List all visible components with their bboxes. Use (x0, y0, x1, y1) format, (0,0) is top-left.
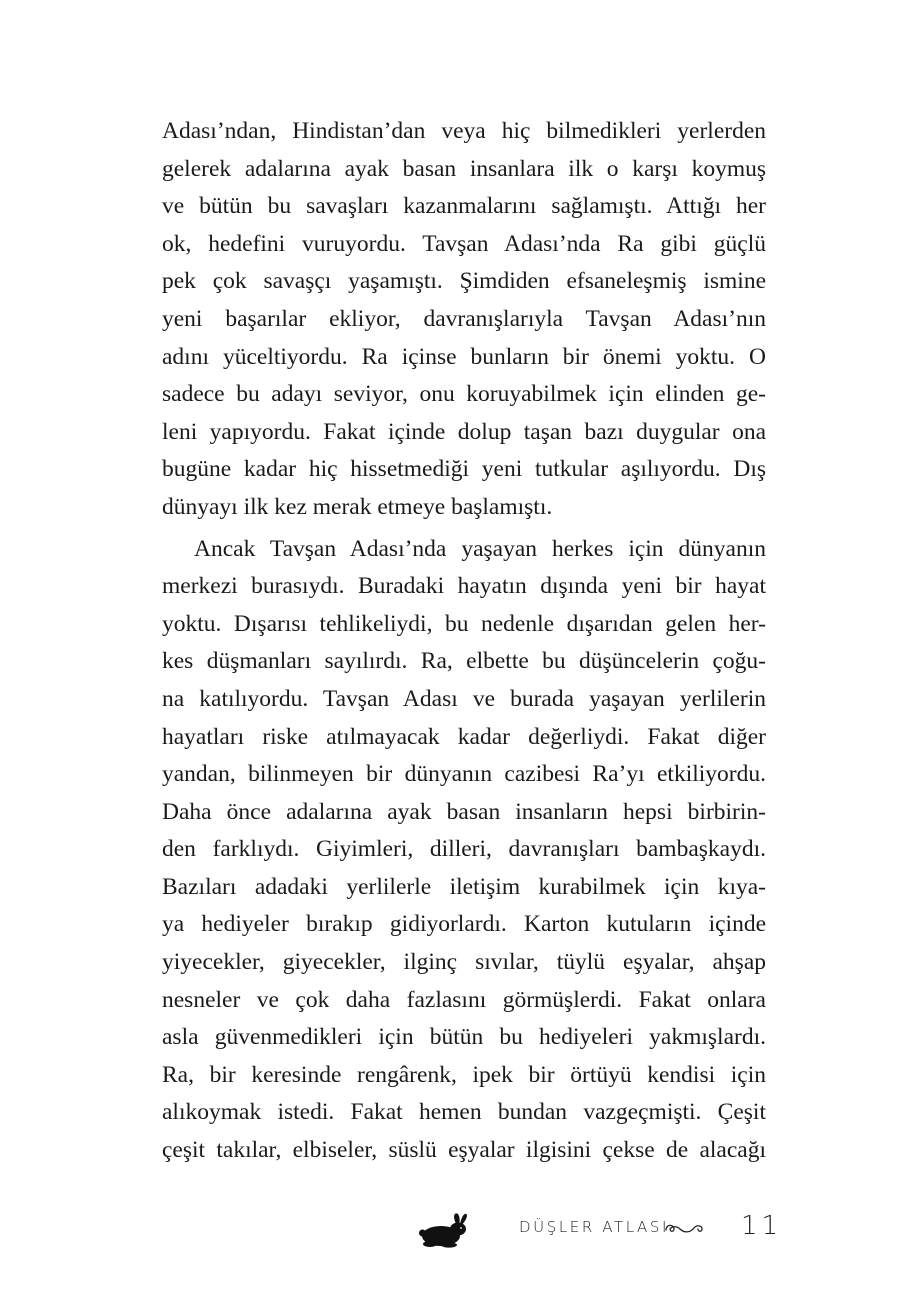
text-line: merkezi burasıydı. Buradaki hayatın dışında yeni bir hayat (162, 573, 766, 600)
text-line: na katılıyordu. Tavşan Adası ve burada yaşayan yerlilerin (162, 685, 766, 712)
paragraph-1 (162, 113, 766, 527)
text-line: gelerek adalarına ayak basan insanlara ilk o karşı koymuş (162, 155, 766, 182)
text-line: Ra, bir keresinde rengârenk, ipek bir örtüyü kendisi için (162, 1061, 766, 1088)
paragraph-2 (162, 531, 766, 1208)
text-line (162, 1170, 766, 1208)
text-line: kes düşmanları sayılırdı. Ra, elbette bu düşüncelerin çoğu- (162, 648, 766, 675)
text-line: ok, hedefini vuruyordu. Tavşan Adası’nda Ra gibi güçlü (162, 230, 766, 257)
text-line: asla güvenmedikleri için bütün bu hediyeleri yakmışlardı. (162, 1024, 766, 1051)
page-number: 11 (741, 1211, 783, 1241)
text-line: Daha önce adalarına ayak basan insanların hepsi birbirin- (162, 798, 766, 825)
text-line: ve bütün bu savaşları kazanmalarını sağlamıştı. Attığı her (162, 193, 766, 220)
rabbit-icon (419, 1211, 471, 1249)
swirl-ornament-icon (664, 1221, 704, 1235)
book-title: DÜŞLER ATLASI (519, 1218, 670, 1236)
text-line: yeni başarılar ekliyor, davranışlarıyla Tavşan Adası’nın (162, 305, 766, 332)
text-line: hayatları riske atılmayacak kadar değerliydi. Fakat diğer (162, 723, 766, 750)
text-line: den farklıydı. Giyimleri, dilleri, davranışları bambaşkaydı. (162, 836, 766, 863)
text-line: yandan, bilinmeyen bir dünyanın cazibesi Ra’yı etkiliyordu. (162, 761, 766, 788)
text-line: sadece bu adayı seviyor, onu koruyabilmek için elinden ge- (162, 381, 766, 408)
text-line: alıkoymak istedi. Fakat hemen bundan vazgeçmişti. Çeşit (162, 1099, 766, 1126)
text-line: leni yapıyordu. Fakat içinde dolup taşan bazı duygular ona (162, 418, 766, 445)
text-line: nesneler ve çok daha fazlasını görmüşlerdi. Fakat onlara (162, 986, 766, 1013)
text-line: yiyecekler, giyecekler, ilginç sıvılar, tüylü eşyalar, ahşap (162, 949, 766, 976)
page-body (162, 113, 766, 1207)
text-line: Adası’ndan, Hindistan’dan veya hiç bilmedikleri yerlerden (162, 118, 766, 144)
text-line: pek çok savaşçı yaşamıştı. Şimdiden efsaneleşmiş ismine (162, 268, 766, 295)
text-line: çeşit takılar, elbiseler, süslü eşyalar ilgisini çekse de alacağı (162, 1137, 766, 1164)
text-line: ya hediyeler bırakıp gidiyorlardı. Karton kutuların içinde (162, 911, 766, 938)
text-line: bugüne kadar hiç hissetmediği yeni tutkular aşılıyordu. Dış (162, 456, 766, 483)
page-footer (0, 1205, 900, 1255)
text-line: Bazıları adadaki yerlilerle iletişim kurabilmek için kıya- (162, 873, 766, 900)
text-line: Ancak Tavşan Adası’nda yaşayan herkes için dünyanın (194, 535, 766, 562)
text-line: yoktu. Dışarısı tehlikeliydi, bu nedenle dışarıdan gelen her- (162, 610, 766, 637)
text-line: adını yüceltiyordu. Ra içinse bunların bir önemi yoktu. O (162, 343, 766, 370)
text-line: dünyayı ilk kez merak etmeye başlamıştı. (162, 493, 553, 520)
